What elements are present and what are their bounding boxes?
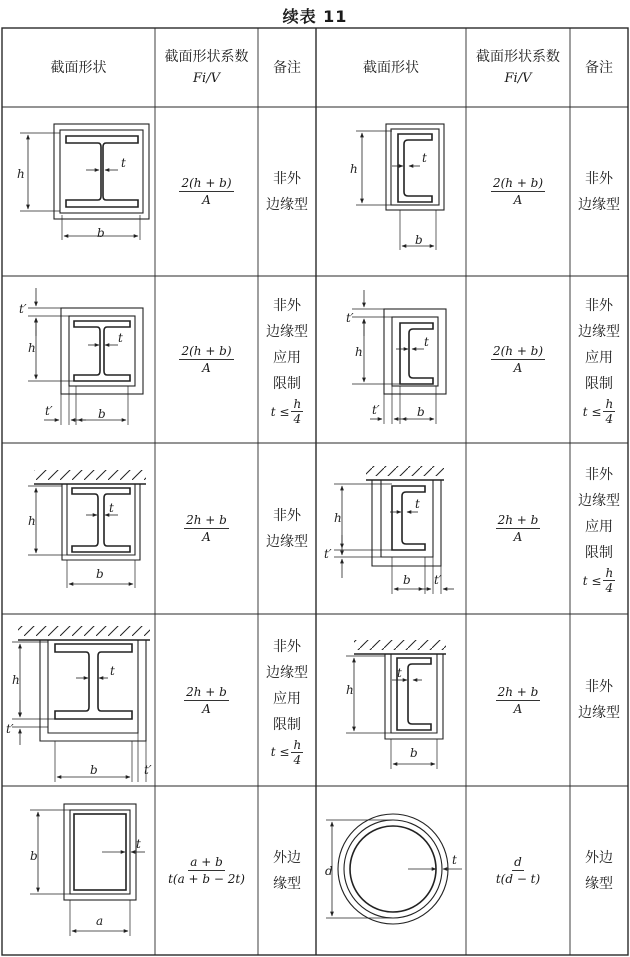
- figure-i-beam-box-enclosure: [20, 124, 149, 240]
- limit-condition: t ≤ $\frac{h}{4}$: [582, 566, 614, 595]
- header-factor-left: 截面形状系数 Fi/V: [164, 48, 249, 86]
- label-b: b: [98, 407, 106, 421]
- formula-r5-right: $\frac{d}{t(d - t)}$: [495, 855, 541, 886]
- label-b: b: [410, 746, 418, 760]
- label-t-prime: t′: [19, 302, 27, 316]
- label-b: b: [403, 573, 411, 587]
- formula-r3-right: $\frac{2h + b}{A}$: [497, 513, 539, 544]
- label-t-prime: t′: [6, 722, 14, 736]
- label-d: d: [325, 864, 333, 878]
- remark-r5-left: 外边 缘型: [273, 849, 301, 892]
- table-caption: 续表 11: [282, 7, 348, 26]
- figure-i-beam-ceiling-3side-thick: [12, 626, 150, 782]
- header-remark-right: 备注: [585, 59, 613, 76]
- formula-r4-right: $\frac{2h + b}{A}$: [497, 684, 539, 716]
- label-t: t: [118, 331, 123, 345]
- label-h: h: [17, 167, 25, 181]
- formula-r2-left: $\frac{2(h + b)}{A}$: [181, 344, 232, 375]
- label-t: t: [424, 335, 429, 349]
- remark-r1-left: 非外 边缘型: [266, 170, 308, 213]
- limit-condition: t ≤ $\frac{h}{4}$: [582, 397, 614, 426]
- figure-i-beam-ceiling-3side: [28, 470, 146, 588]
- formula-r3-left: $\frac{2h + b}{A}$: [186, 513, 227, 544]
- label-t-prime: t′: [144, 763, 152, 777]
- remark-r3-right: 非外 边缘型 应用 限制 t ≤ $\frac{h}{4}$: [578, 467, 620, 595]
- label-h: h: [355, 345, 363, 359]
- label-h: h: [28, 514, 36, 528]
- formula-r1-left: $\frac{2(h + b)}{A}$: [181, 176, 232, 207]
- figure-channel-box-enclosure-thick: [352, 290, 446, 424]
- remark-r5-right: 外边 缘型: [585, 849, 613, 892]
- label-h: h: [334, 511, 342, 525]
- figure-channel-box-enclosure: [356, 124, 444, 250]
- header-remark-left: 备注: [273, 59, 301, 76]
- label-t: t: [121, 156, 126, 170]
- label-t: t: [422, 151, 427, 165]
- formula-r1-right: $\frac{2(h + b)}{A}$: [492, 176, 544, 207]
- label-t-prime: t′: [346, 311, 354, 325]
- label-t: t: [452, 853, 457, 867]
- label-t-prime: t′: [372, 403, 380, 417]
- label-h: h: [350, 162, 358, 176]
- label-t: t: [136, 837, 141, 851]
- remark-r2-right: 非外 边缘型 应用 限制 t ≤ $\frac{h}{4}$: [578, 298, 620, 426]
- formula-r5-left: $\frac{a + b}{t(a + b - 2t)}$: [168, 855, 245, 886]
- label-b: b: [30, 849, 38, 863]
- figure-channel-ceiling-3side: [346, 640, 446, 769]
- label-b: b: [97, 226, 105, 240]
- header-shape-right: 截面形状: [363, 59, 419, 76]
- remark-r4-left: 非外 边缘型 应用 限制 t ≤ $\frac{h}{4}$: [266, 638, 308, 767]
- label-b: b: [415, 233, 423, 247]
- header-shape-left: 截面形状: [50, 59, 107, 76]
- remark-r3-left: 非外 边缘型: [266, 507, 308, 550]
- label-h: h: [346, 683, 354, 697]
- header-factor-right: 截面形状系数 Fi/V: [476, 48, 560, 86]
- remark-r1-right: 非外 边缘型: [578, 170, 620, 213]
- figure-hollow-rectangle: [30, 804, 145, 936]
- label-b: b: [417, 405, 425, 419]
- label-t-prime: t′: [324, 547, 332, 561]
- label-t-prime: t′: [45, 404, 53, 418]
- label-h: h: [28, 341, 36, 355]
- label-t-prime: t′: [434, 573, 442, 587]
- remark-r4-right: 非外 边缘型: [578, 679, 620, 721]
- label-t: t: [110, 664, 115, 678]
- label-b: b: [90, 763, 98, 777]
- remark-r2-left: 非外 边缘型 应用 限制 t ≤ $\frac{h}{4}$: [266, 298, 308, 426]
- limit-condition: t ≤ $\frac{h}{4}$: [270, 397, 302, 426]
- formula-r4-left: $\frac{2h + b}{A}$: [186, 684, 227, 716]
- formula-r2-right: $\frac{2(h + b)}{A}$: [492, 344, 544, 375]
- label-t: t: [109, 501, 114, 515]
- label-h: h: [12, 673, 20, 687]
- label-a: a: [96, 914, 104, 928]
- label-t: t: [415, 497, 420, 511]
- label-b: b: [96, 567, 104, 581]
- label-t: t: [397, 666, 402, 680]
- figure-hollow-circle: [326, 814, 462, 924]
- limit-condition: t ≤ $\frac{h}{4}$: [270, 737, 302, 767]
